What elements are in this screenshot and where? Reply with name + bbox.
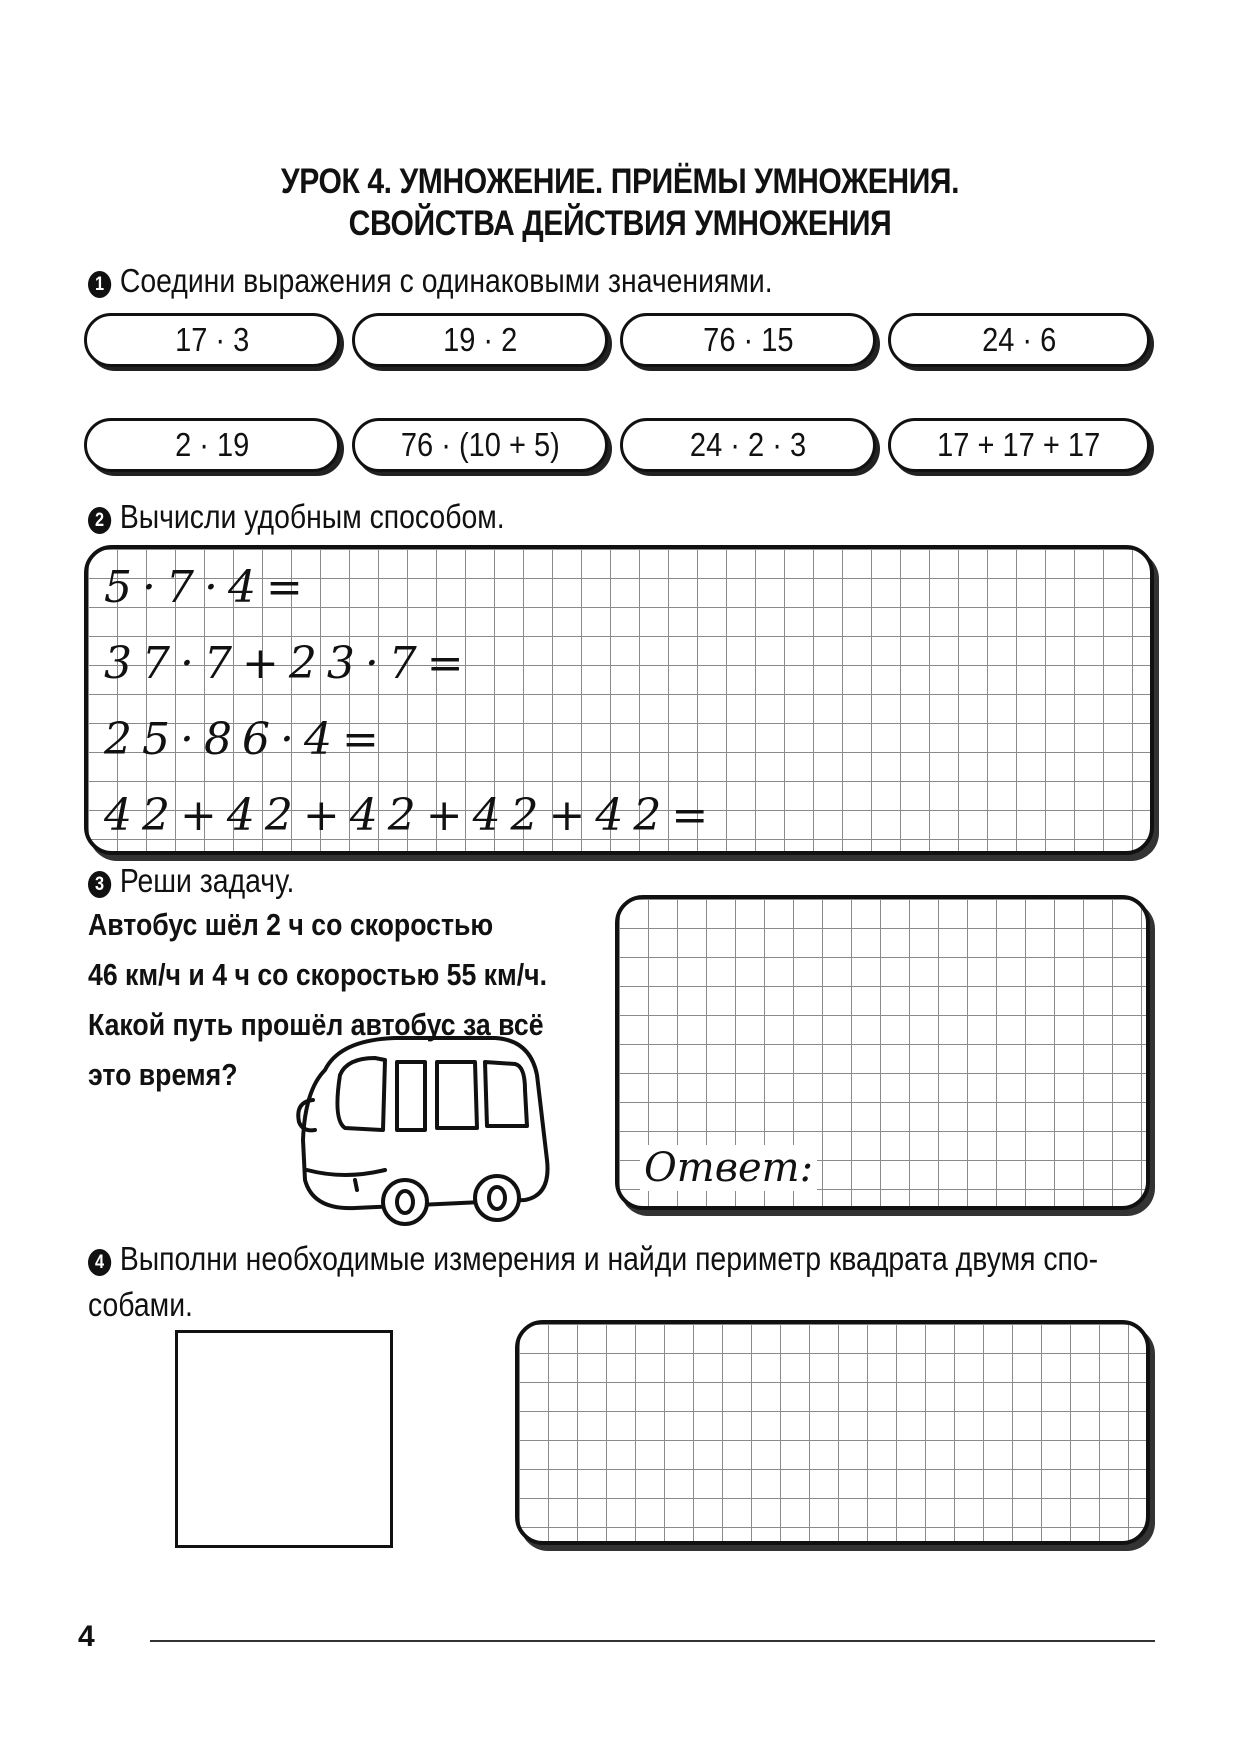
bus-icon bbox=[285, 1030, 560, 1230]
task-4-instruction bbox=[88, 1240, 1098, 1278]
expression-card[interactable]: 2 · 19 bbox=[84, 418, 340, 472]
task-number-badge: 1 bbox=[88, 271, 111, 298]
expression-card[interactable]: 76 · (10 + 5) bbox=[352, 418, 608, 472]
task-4-instruction-cont: собами. bbox=[88, 1286, 193, 1323]
page-number: 4 bbox=[78, 1620, 95, 1653]
measure-square bbox=[175, 1330, 393, 1548]
expression-card[interactable]: 24 · 2 · 3 bbox=[620, 418, 876, 472]
task-1-instruction bbox=[88, 262, 773, 300]
word-problem: Автобус шёл 2 ч со скоростью 46 км/ч и 4 ч со скоростью 55 км/ч. Какой путь прошёл автобус за всё это время? bbox=[88, 907, 548, 1092]
expression-card[interactable]: 17 · 3 bbox=[84, 313, 340, 367]
expression-card[interactable]: 24 · 6 bbox=[888, 313, 1150, 367]
expression-card[interactable]: 19 · 2 bbox=[352, 313, 608, 367]
task-text: Вычисли удобным способом. bbox=[119, 498, 505, 535]
expression-2: 37·7+23·7= bbox=[104, 638, 474, 689]
expression-4: 42+42+42+42+42= bbox=[104, 790, 719, 841]
lesson-subtitle: СВОЙСТВА ДЕЙСТВИЯ УМНОЖЕНИЯ bbox=[348, 204, 892, 243]
task-text: Соедини выражения с одинаковыми значениями. bbox=[119, 262, 773, 299]
task-number-badge: 3 bbox=[88, 871, 111, 898]
task-text: Реши задачу. bbox=[119, 862, 295, 899]
lesson-title: УРОК 4. УМНОЖЕНИЕ. ПРИЁМЫ УМНОЖЕНИЯ. bbox=[280, 162, 960, 201]
expression-card[interactable]: 76 · 15 bbox=[620, 313, 876, 367]
answer-label: Ответ: bbox=[640, 1145, 817, 1191]
perimeter-grid[interactable] bbox=[515, 1320, 1150, 1545]
expression-3: 25·86·4= bbox=[104, 714, 389, 765]
task-3-instruction bbox=[88, 862, 294, 900]
task-number-badge: 4 bbox=[88, 1249, 111, 1276]
expression-card[interactable]: 17 + 17 + 17 bbox=[888, 418, 1150, 472]
task-text: Выполни необходимые измерения и найди периметр квадрата двумя спо- bbox=[119, 1240, 1099, 1277]
footer-rule bbox=[150, 1640, 1155, 1642]
expression-1: 5·7·4= bbox=[104, 562, 313, 613]
task-2-instruction bbox=[88, 498, 505, 536]
task-number-badge: 2 bbox=[88, 507, 111, 534]
